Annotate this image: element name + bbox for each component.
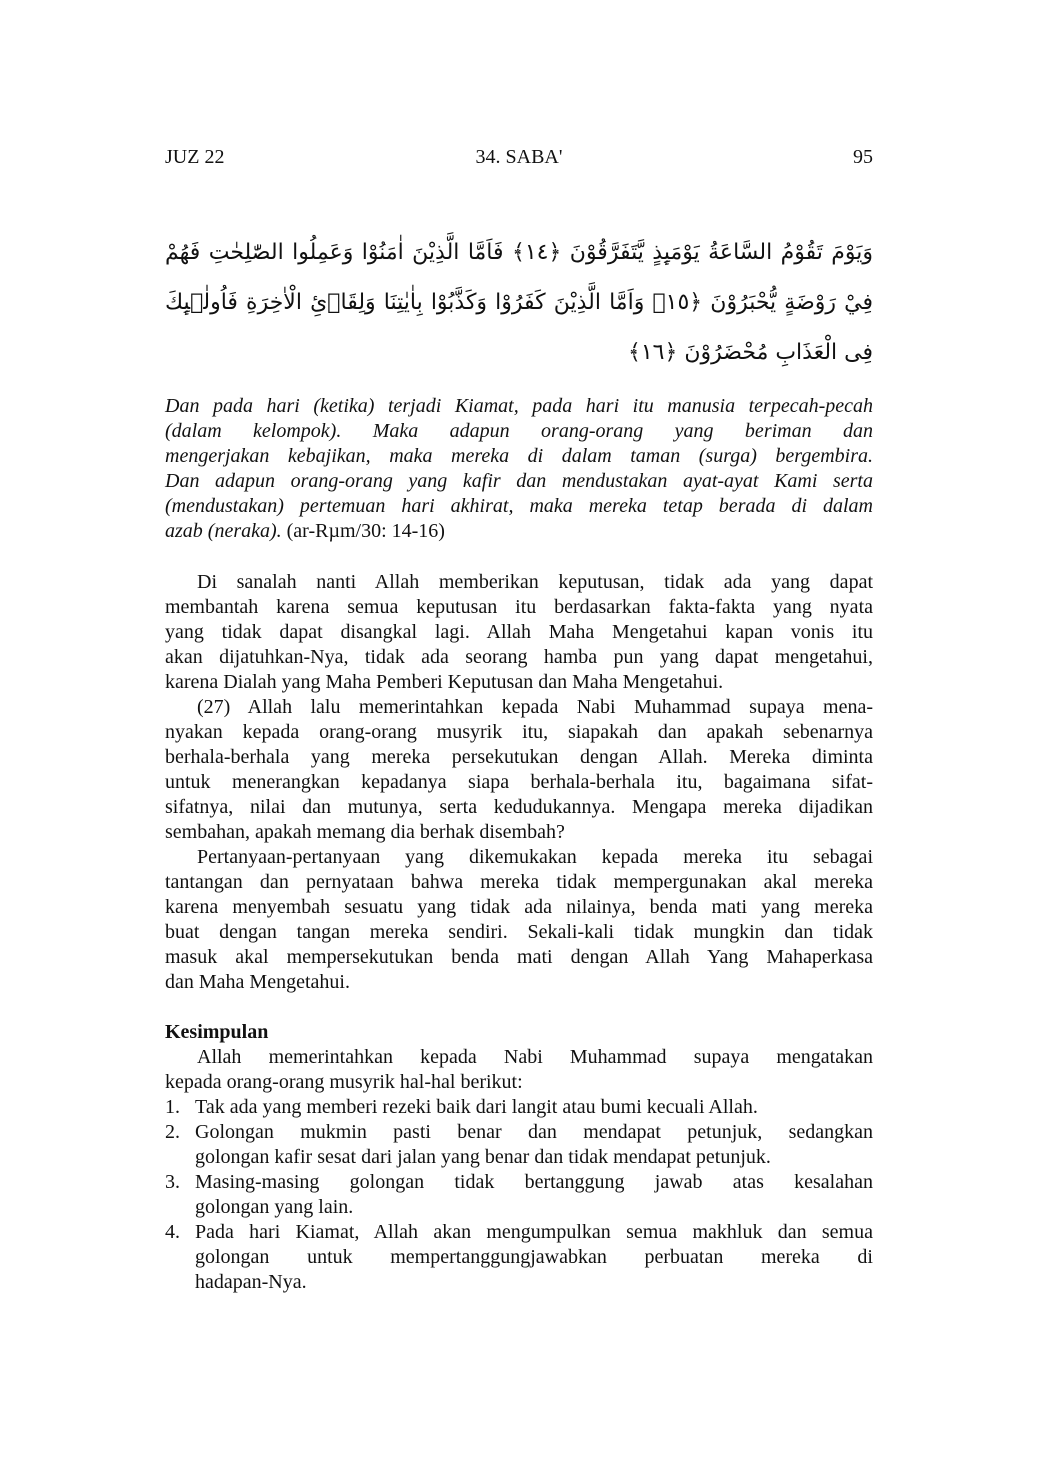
list-number: 2. [165,1121,180,1143]
paragraph-line: buat dengan tangan mereka sendiri. Sekali-kali tidak mungkin dan tidak [165,921,873,943]
arabic-line: فِيْ رَوْضَةٍ يُّحْبَرُوْنَ ﴿١٥﴾ وَاَمَّا الَّذِيْنَ كَفَرُوْا وَكَذَّبُوْا بِاٰيٰتِنَا وَلِقَاۤئِ الْاٰخِرَةِ فَاُولٰۤىِٕكَ [165,290,873,315]
arabic-line: وَيَوْمَ تَقُوْمُ السَّاعَةُ يَوْمَىِٕذٍ يَّتَفَرَّقُوْنَ ﴿١٤﴾ فَاَمَّا الَّذِيْنَ اٰمَنُوْا وَعَمِلُوا الصّٰلِحٰتِ فَهُمْ [165,240,874,265]
conclusion-intro-line: Allah memerintahkan kepada Nabi Muhammad supaya mengatakan [197,1046,873,1068]
paragraph-line: nyakan kepada orang-orang musyrik itu, siapakah dan apakah sebenarnya [165,721,873,743]
running-header-juz: JUZ 22 [165,146,225,168]
paragraph-line: yang tidak dapat disangkal lagi. Allah Maha Mengetahui kapan vonis itu [165,621,873,643]
translation-line: Dan pada hari (ketika) terjadi Kiamat, pada hari itu manusia terpecah-pecah [165,395,873,417]
paragraph-1 [165,570,873,695]
translation-line [165,519,873,544]
list-item-line: golongan kafir sesat dari jalan yang benar dan tidak mendapat petunjuk. [195,1146,771,1168]
translation-text: azab (neraka). [165,520,282,542]
conclusion-section [165,1020,873,1295]
list-item-line: Golongan mukmin pasti benar dan mendapat petunjuk, sedangkan [195,1121,873,1143]
paragraph-line: karena menyembah sesuatu yang tidak ada nilainya, benda mati yang mereka [165,896,873,918]
list-item-line: hadapan-Nya. [195,1271,307,1293]
paragraph-line: sembahan, apakah memang dia berhak disembah? [165,821,565,843]
translation-line: (dalam kelompok). Maka adapun orang-orang yang beriman dan [165,420,873,442]
paragraph-line: membantah karena semua keputusan itu berdasarkan fakta-fakta yang nyata [165,596,873,618]
paragraph-line: tantangan dan pernyataan bahwa mereka tidak mempergunakan akal mereka [165,871,873,893]
paragraph-2 [165,695,873,845]
list-item-line: Pada hari Kiamat, Allah akan mengumpulkan semua makhluk dan semua [195,1221,873,1243]
paragraph-3 [165,845,873,995]
list-item [165,1220,873,1295]
list-number: 4. [165,1221,180,1243]
arabic-line: فِى الْعَذَابِ مُحْضَرُوْنَ ﴿١٦﴾ [627,340,873,365]
verse-translation [165,394,873,544]
list-item [165,1095,873,1120]
list-number: 3. [165,1171,180,1193]
paragraph-line: berhala-berhala yang mereka persekutukan dengan Allah. Mereka diminta [165,746,873,768]
paragraph-line: dan Maha Mengetahui. [165,971,350,993]
paragraph-line: Pertanyaan-pertanyaan yang dikemukakan kepada mereka itu sebagai [197,846,873,868]
paragraph-line: untuk menerangkan kepadanya siapa berhala-berhala itu, bagaimana sifat- [165,771,873,793]
arabic-verse [165,228,873,378]
translation-line: Dan adapun orang-orang yang kafir dan mendustakan ayat-ayat Kami serta [165,470,873,492]
list-item-line: golongan untuk mempertanggungjawabkan perbuatan mereka di [195,1246,873,1268]
paragraph-line: Di sanalah nanti Allah memberikan keputusan, tidak ada yang dapat [197,571,873,593]
paragraph-line: masuk akal mempersekutukan benda mati dengan Allah Yang Mahaperkasa [165,946,873,968]
list-item-line: Tak ada yang memberi rezeki baik dari langit atau bumi kecuali Allah. [195,1096,758,1118]
list-item [165,1120,873,1170]
translation-line: mengerjakan kebajikan, maka mereka di dalam taman (surga) bergembira. [165,445,873,467]
translation-line: (mendustakan) pertemuan hari akhirat, maka mereka tetap berada di dalam [165,495,873,517]
page-number: 95 [853,146,873,168]
list-item-line: Masing-masing golongan tidak bertanggung jawab atas kesalahan [195,1171,873,1193]
paragraph-line: karena Dialah yang Maha Pemberi Keputusan dan Maha Mengetahui. [165,671,724,693]
conclusion-intro-line: kepada orang-orang musyrik hal-hal berikut: [165,1071,523,1093]
list-number: 1. [165,1096,180,1118]
paragraph-line: sifatnya, nilai dan mutunya, serta kedudukannya. Mengapa mereka dijadikan [165,796,873,818]
running-header-surah: 34. SABA' [475,146,563,168]
conclusion-heading: Kesimpulan [165,1021,269,1043]
list-item [165,1170,873,1220]
paragraph-line: akan dijatuhkan-Nya, tidak ada seorang hamba pun yang dapat mengetahui, [165,646,873,668]
verse-citation: (ar-Rµm/30: 14-16) [286,520,445,542]
list-item-line: golongan yang lain. [195,1196,354,1218]
paragraph-line: (27) Allah lalu memerintahkan kepada Nabi Muhammad supaya mena- [197,696,873,718]
